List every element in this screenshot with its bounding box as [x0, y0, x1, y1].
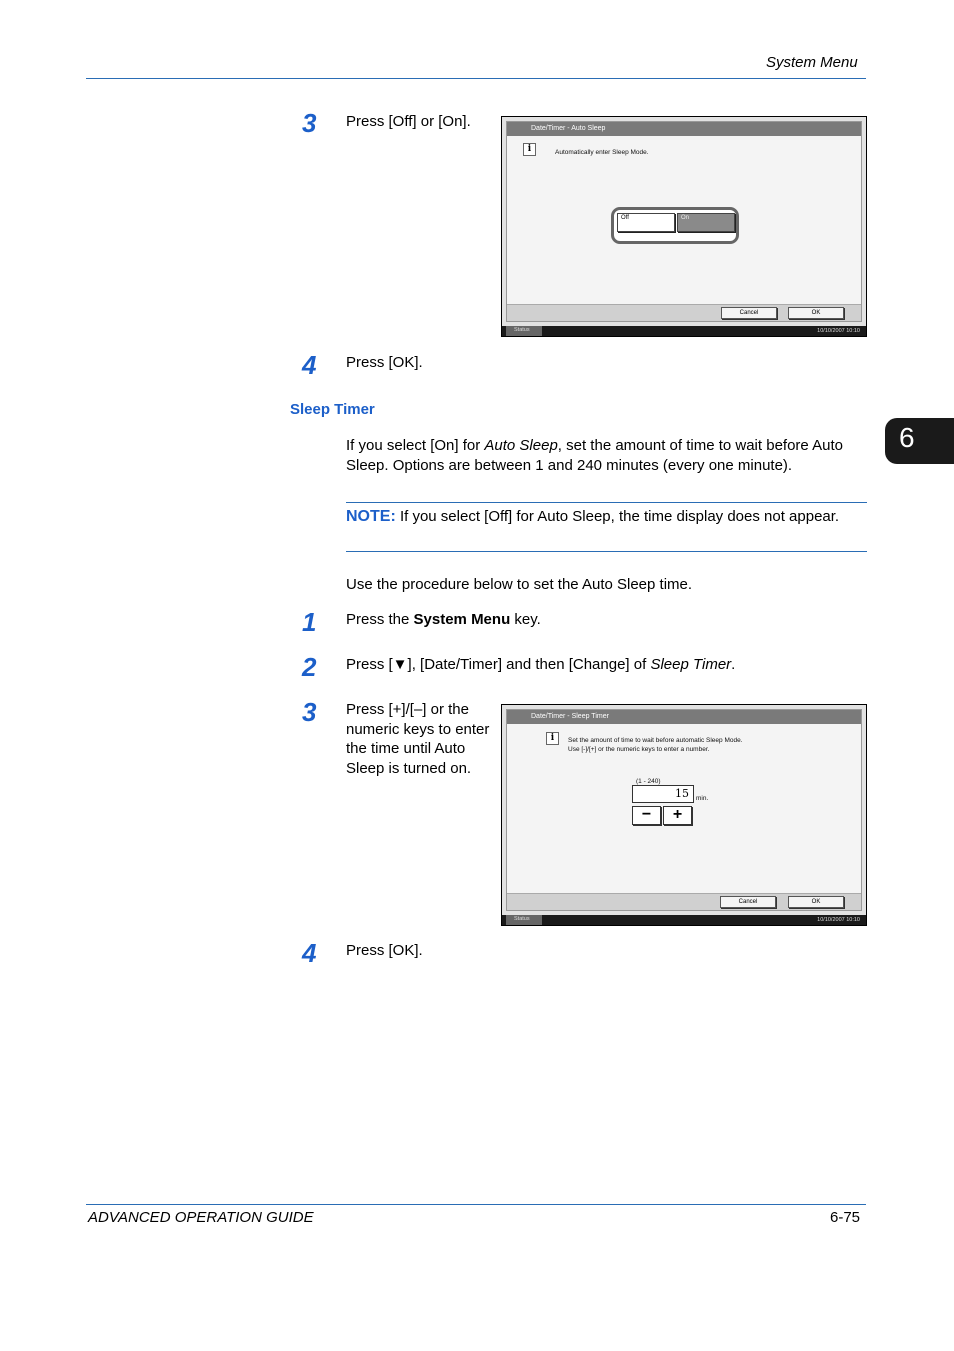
minus-button[interactable]: −: [632, 806, 661, 825]
footer-guide-title: ADVANCED OPERATION GUIDE: [88, 1209, 314, 1226]
screen-title: [507, 122, 861, 136]
header-rule: [86, 78, 866, 79]
auto-sleep-toggle: [611, 207, 739, 244]
step-number: 1: [302, 607, 317, 637]
status-datetime: 10/10/2007 10:10: [817, 917, 860, 923]
screen-body: [506, 121, 862, 322]
on-button[interactable]: On: [677, 213, 735, 232]
cancel-button[interactable]: Cancel: [721, 307, 777, 319]
procedure-text: Use the procedure below to set the Auto Sleep time.: [346, 576, 693, 593]
note-label: NOTE:: [346, 508, 396, 525]
step-text-bold: System Menu: [413, 611, 511, 628]
screen-message-line: Use [-]/[+] or the numeric keys to enter a number.: [568, 746, 710, 753]
screen-title: [507, 710, 861, 724]
screen-message: [568, 736, 743, 754]
footer-page-number: 6-75: [830, 1209, 861, 1226]
step-text-italic: Sleep Timer: [650, 656, 732, 673]
ok-button[interactable]: OK: [788, 896, 844, 908]
section-heading: Sleep Timer: [290, 401, 375, 418]
step-number: 3: [302, 108, 317, 138]
note-box: [346, 507, 866, 527]
status-button[interactable]: Status: [506, 915, 542, 925]
step-text-part: .: [731, 656, 736, 673]
step-text-part: Press [▼], [Date/Timer] and then [Change] of: [346, 656, 651, 673]
status-datetime: 10/10/2007 10:10: [817, 328, 860, 334]
step-text: Press [Off] or [On].: [346, 113, 471, 130]
step-number: 2: [302, 652, 317, 682]
info-icon: i: [546, 732, 559, 745]
step-number: 4: [302, 350, 317, 380]
step-text-part: Press the: [346, 611, 414, 628]
step-text: Press [OK].: [346, 354, 423, 371]
step-text: Press [+]/[–] or the numeric keys to enter the time until Auto Sleep is turned on.: [346, 701, 490, 777]
note-text: If you select [Off] for Auto Sleep, the time display does not appear.: [395, 508, 840, 525]
note-rule-bottom: [346, 551, 867, 552]
screen-footer: [507, 893, 861, 910]
ok-button[interactable]: OK: [788, 307, 844, 319]
step-text: [346, 655, 735, 675]
note-rule-top: [346, 502, 867, 503]
status-bar: [502, 326, 866, 336]
range-label: (1 - 240): [636, 778, 661, 785]
status-button[interactable]: Status: [506, 326, 542, 336]
auto-sleep-screen: [501, 116, 867, 337]
plus-button[interactable]: +: [663, 806, 692, 825]
step-text-part: key.: [510, 611, 541, 628]
screen-message: Automatically enter Sleep Mode.: [555, 149, 649, 156]
sleep-timer-screen: [501, 704, 867, 926]
intro-italic: Auto Sleep: [484, 437, 558, 454]
screen-body: [506, 709, 862, 911]
screen-title-text: Date/Timer - Sleep Timer: [531, 713, 609, 720]
header-title: System Menu: [766, 54, 858, 71]
screen-title-text: Date/Timer - Auto Sleep: [531, 125, 606, 132]
chapter-tab: 6: [885, 418, 954, 464]
unit-label: min.: [696, 795, 709, 802]
sleep-time-input[interactable]: 15: [632, 785, 694, 803]
step-text: Press [OK].: [346, 942, 423, 959]
info-icon: i: [523, 143, 536, 156]
screen-message-line: Set the amount of time to wait before automatic Sleep Mode.: [568, 737, 743, 744]
footer-rule: [86, 1204, 866, 1205]
step-text: [346, 610, 541, 630]
screen-footer: [507, 304, 861, 321]
off-button[interactable]: Off: [617, 213, 675, 232]
section-intro: [346, 436, 868, 475]
cancel-button[interactable]: Cancel: [720, 896, 776, 908]
status-bar: [502, 915, 866, 925]
step-number: 3: [302, 697, 317, 727]
intro-text: , set the amount of time to wait before Auto Sleep. Options are between 1 and 240 minutes (every one minute).: [346, 437, 843, 474]
step-number: 4: [302, 938, 317, 968]
intro-text: If you select [On] for: [346, 437, 485, 454]
